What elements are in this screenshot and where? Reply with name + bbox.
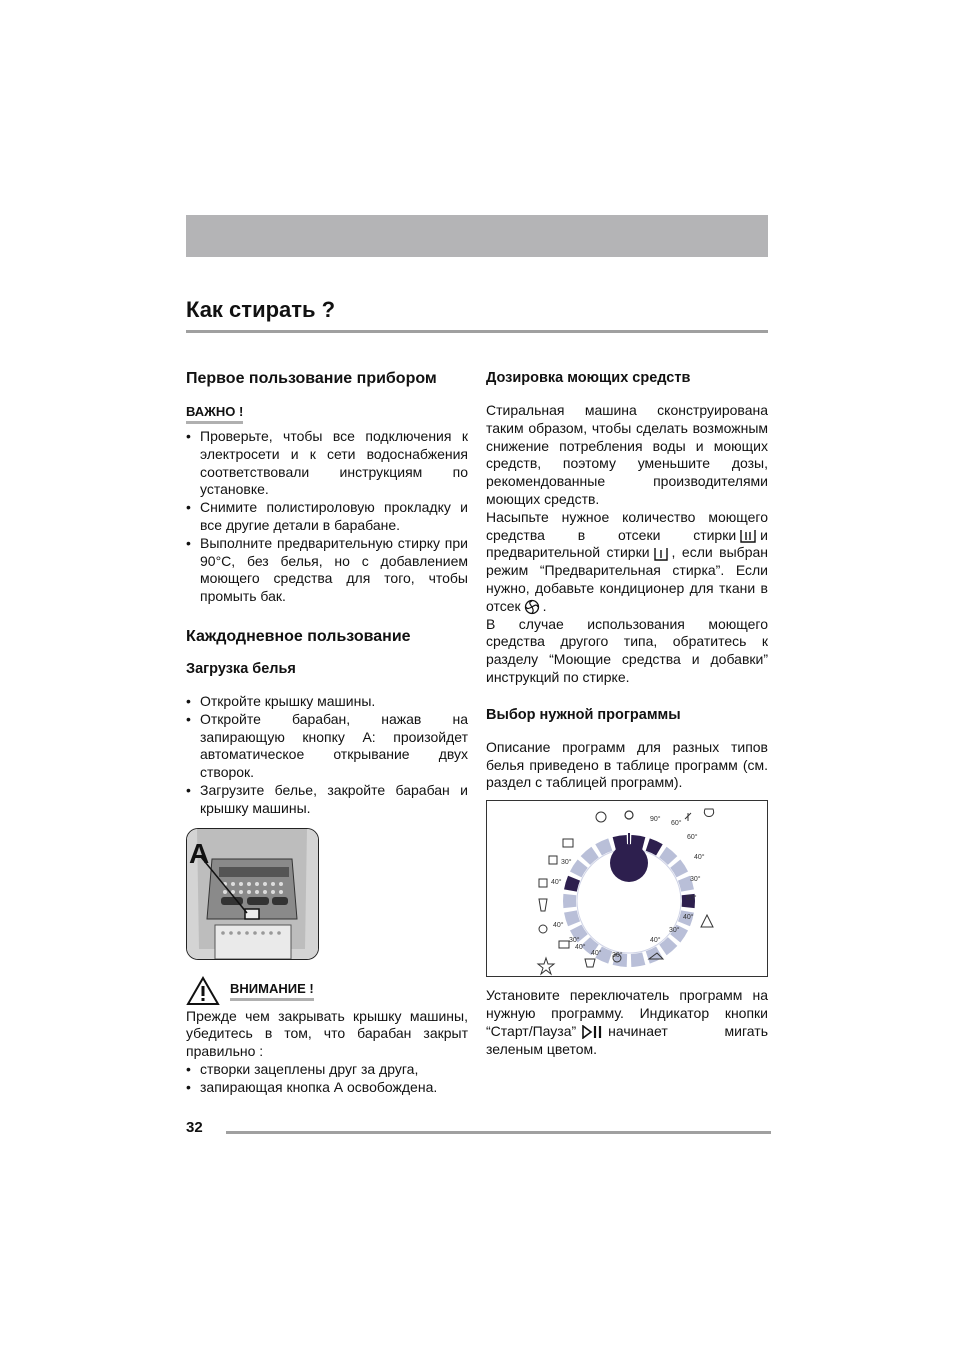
dial-temp-label: 40° [575,944,586,952]
dial-temp-label: 60° [686,895,697,903]
program-dial-figure [486,800,768,977]
dial-segment [563,894,576,908]
list-item: • Загрузите белье, закройте барабан и крышку машины. [186,782,468,818]
figure-label-a: A [189,837,210,869]
dial-temp-label: 30° [569,937,580,945]
program-paragraph-1: Описание программ для разных типов белья приведено в таблице программ (см. раздел с таблицей программ). [486,738,768,791]
dial-temp-label: 40° [591,950,602,958]
footer-divider [226,1131,771,1134]
list-item: • Откройте крышку машины. [186,693,468,711]
flower-program-icon [685,813,691,821]
dial-temp-label: 40° [694,854,705,862]
dosage-paragraph-2: Насыпьте нужное количество моющего средства в отсеки стирки и предварительной стирки , если выбран режим “Предварительная стирка”. Если нужно, добавьте кондиционер для ткани в отсек . [486,508,768,614]
prewash-compartment-icon [653,547,669,561]
right-column [486,368,768,1058]
dial-temp-label: 40° [551,879,562,887]
warning-text: Прежде чем закрывать крышку машины, убедитесь в том, что барабан закрыт правильно : [186,1007,468,1060]
loading-list [186,693,468,818]
list-item: • запирающая кнопка А освобождена. [186,1079,468,1097]
drum-drawing [187,829,318,959]
page-title: Как стирать ? [186,297,336,322]
delicate-program-icon [701,915,713,927]
important-label: ВАЖНО ! [186,404,243,424]
dosage-paragraph-1: Стиральная машина сконструирована таким образом, чтобы сделать возможным снижение потребления воды и моющих средств, поэтому уменьшите дозы, рекомендованные производителями моющих средств. [486,402,768,507]
first-use-list [186,428,468,606]
list-item: • Проверьте, чтобы все подключения к электросети и к сети водоснабжения соответствовали инструкциям по установке. [186,428,468,499]
dial-segment [564,911,580,927]
handwash-program-icon [549,856,557,864]
header-bar [186,215,768,257]
dosage-heading: Дозировка моющих средств [486,370,691,386]
start-pause-icon [579,1025,605,1039]
dial-segment [631,952,646,967]
wool-program-icon [563,839,573,847]
dial-segment [564,876,580,892]
dosage-paragraph-3: В случае использования моющего средства другого типа, обратитесь к разделу “Моющие средства и добавки” инструкций по стирке. [486,615,768,685]
list-item: • Снимите полистироловую прокладку и все другие детали в барабане. [186,499,468,535]
daily-use-heading: Каждодневное пользование [186,627,411,645]
warning-label: ВНИМАНИЕ ! [230,981,314,1001]
dial-temp-label: 60° [687,834,698,842]
jeans-program-icon [539,899,547,911]
spin-program-icon [596,812,606,822]
dial-temp-label: 40° [683,914,694,922]
list-item: • Выполните предварительную стирку при 90°C, без белья, но с добавлением моющего средства для того, чтобы промыть бак. [186,535,468,606]
warning-list [186,1061,468,1097]
rinse-program-icon [704,809,713,817]
list-item: • Откройте барабан, нажав на запирающую кнопку A: произойдет автоматическое открывание двух створок. [186,711,468,782]
left-column [186,368,468,1097]
page-number: 32 [186,1119,203,1136]
softener-compartment-icon [524,599,540,615]
program-dial [487,801,767,976]
star-program-icon [538,958,554,974]
list-item: • створки зацеплены друг за друга, [186,1061,468,1079]
cotton-program-icon [539,925,547,933]
mix-program-icon [585,959,595,967]
dial-temp-label: 30° [669,927,680,935]
dial-temp-label: 30° [690,876,701,884]
dial-knob [610,844,648,882]
dial-temp-label: 40° [650,937,661,945]
warning-header [186,976,468,1006]
dial-off-mark [625,811,633,819]
eco-program-icon [559,941,569,948]
dial-temp-label: 60° [671,820,682,828]
drum-illustration [186,828,319,960]
warning-icon [186,976,220,1006]
title-divider [186,330,768,333]
program-paragraph-2: Установите переключатель программ на нужную программу. Индикатор кнопки “Старт/Пауза” начинает мигать зеленым цветом. [486,987,768,1057]
dial-temp-label: 90° [650,816,661,824]
program-heading: Выбор нужной программы [486,706,681,723]
first-use-heading: Первое пользование прибором [186,370,437,387]
loading-heading: Загрузка белья [186,660,296,677]
dial-temp-label: 40° [553,922,564,930]
dial-temp-label: 30° [612,952,623,960]
dial-temp-label: 30° [561,859,572,867]
main-wash-compartment-icon [739,529,757,543]
shirt-program-icon [539,879,547,887]
